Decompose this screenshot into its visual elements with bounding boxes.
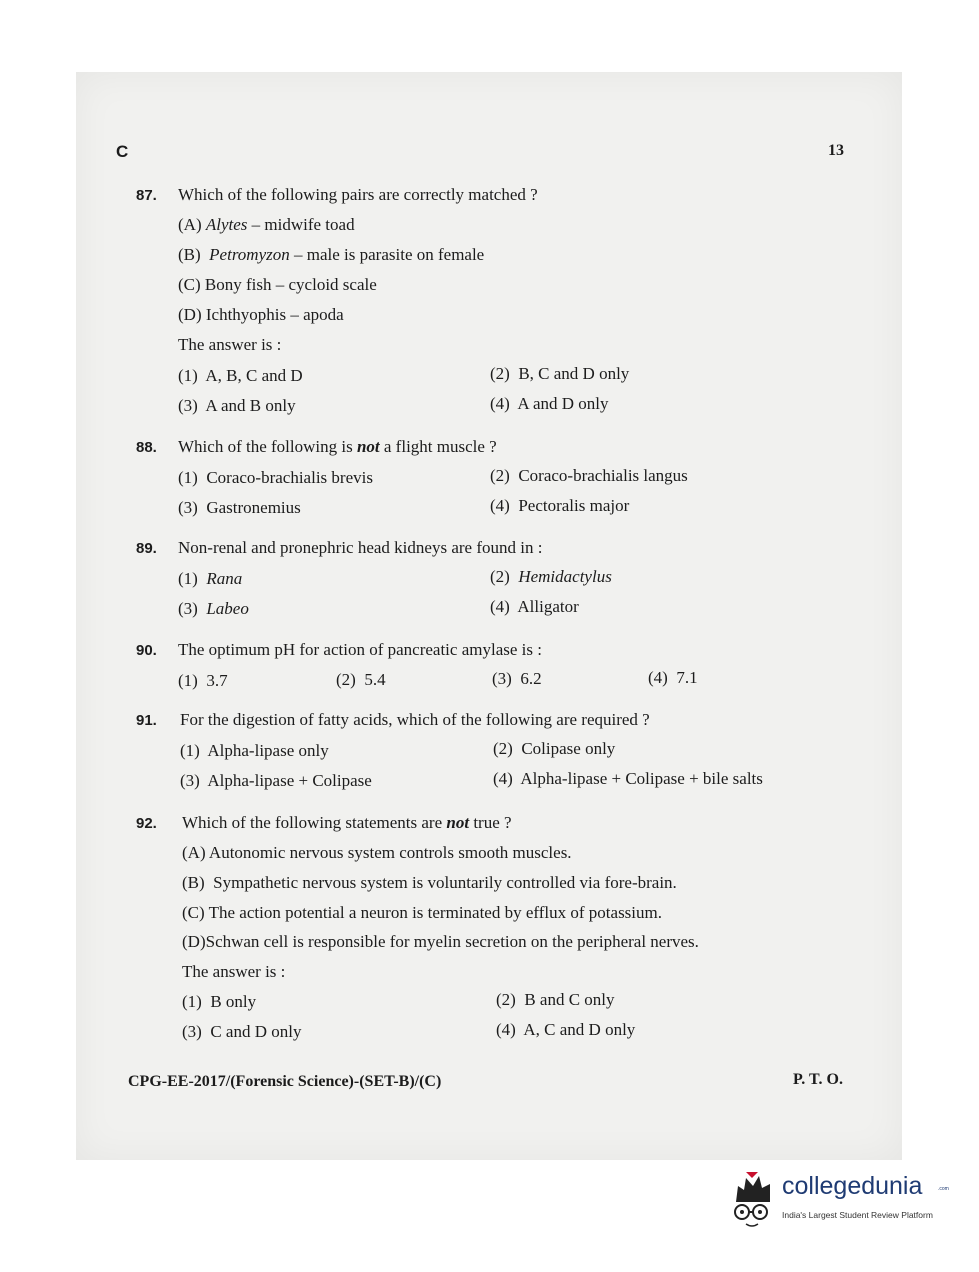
question-number: 91. (136, 712, 157, 729)
option-2: (2) B, C and D only (490, 364, 630, 383)
answer-prompt: The answer is : (178, 335, 282, 354)
page-number: 13 (828, 142, 844, 159)
option-2: (2) Colipase only (493, 739, 616, 758)
question-text: Which of the following statements are not true ? (182, 813, 512, 832)
brand-name: collegedunia (782, 1172, 923, 1200)
question-number: 89. (136, 540, 157, 557)
option-2: (2) 5.4 (336, 670, 386, 689)
option-3: (3) Labeo (178, 599, 249, 618)
question-text: Which of the following pairs are correctly matched ? (178, 185, 538, 204)
option-4: (4) 7.1 (648, 668, 698, 687)
question-number: 92. (136, 815, 157, 832)
option-4: (4) A and D only (490, 394, 609, 413)
option-2: (2) Hemidactylus (490, 567, 612, 586)
option-4: (4) Pectoralis major (490, 496, 630, 515)
question-number: 90. (136, 642, 157, 659)
option-1: (1) B only (182, 992, 257, 1011)
option-1: (1) Alpha-lipase only (180, 741, 329, 760)
option-4: (4) Alligator (490, 597, 579, 616)
set-letter: C (116, 142, 129, 161)
option-1: (1) A, B, C and D (178, 366, 303, 385)
question-number: 87. (136, 187, 157, 204)
question-number: 88. (136, 439, 157, 456)
brand-suffix: .com (938, 1186, 949, 1192)
statement-c: (C) Bony fish – cycloid scale (178, 275, 377, 294)
option-4: (4) Alpha-lipase + Colipase + bile salts (493, 769, 763, 788)
statement-d: (D)Schwan cell is responsible for myelin secretion on the peripheral nerves. (182, 932, 699, 951)
statement-c: (C) The action potential a neuron is terminated by efflux of potassium. (182, 903, 662, 922)
statement-b: (B) Sympathetic nervous system is voluntarily controlled via fore-brain. (182, 873, 677, 892)
option-4: (4) A, C and D only (496, 1020, 636, 1039)
option-1: (1) Coraco-brachialis brevis (178, 468, 373, 487)
option-1: (1) 3.7 (178, 671, 228, 690)
option-3: (3) Gastronemius (178, 498, 301, 517)
question-text: For the digestion of fatty acids, which of the following are required ? (180, 710, 650, 729)
statement-a: (A) Alytes – midwife toad (178, 215, 355, 234)
option-2: (2) B and C only (496, 990, 615, 1009)
option-1: (1) Rana (178, 569, 243, 588)
question-text: The optimum pH for action of pancreatic amylase is : (178, 640, 542, 659)
statement-d: (D) Ichthyophis – apoda (178, 305, 344, 324)
option-2: (2) Coraco-brachialis langus (490, 466, 688, 485)
statement-a: (A) Autonomic nervous system controls smooth muscles. (182, 843, 572, 862)
option-3: (3) A and B only (178, 396, 296, 415)
question-text: Non-renal and pronephric head kidneys are found in : (178, 538, 543, 557)
brand-tagline: India's Largest Student Review Platform (782, 1210, 933, 1220)
option-3: (3) Alpha-lipase + Colipase (180, 771, 372, 790)
option-3: (3) C and D only (182, 1022, 302, 1041)
mascot-icon (726, 1168, 780, 1230)
option-3: (3) 6.2 (492, 669, 542, 688)
statement-b: (B) Petromyzon – male is parasite on female (178, 245, 485, 264)
paper-code: CPG-EE-2017/(Forensic Science)-(SET-B)/(C) (128, 1073, 442, 1090)
pto-label: P. T. O. (793, 1071, 843, 1088)
answer-prompt: The answer is : (182, 962, 286, 981)
collegedunia-watermark (726, 1168, 949, 1230)
question-text: Which of the following is not a flight muscle ? (178, 437, 497, 456)
